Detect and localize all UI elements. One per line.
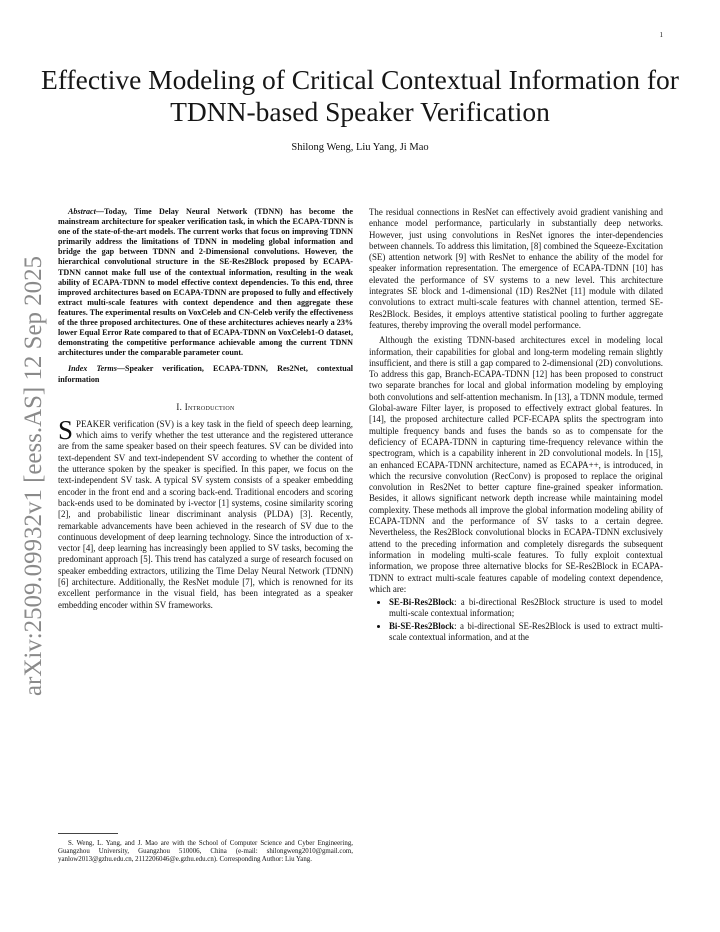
intro-paragraph-1-text: verification (SV) is a key task in the field of speech deep learning, which aims to verify whether the test utterance and the registered utterance are from the same speaker based on their speech features. SV can be divided into text-dependent SV and text-independent SV according to whether the content of the utterance spoken by the speaker is specified. In this paper, we focus on the text-independent SV task. A typical SV system consists of a speaker embedding encoder in the front end and a scoring back-end. Traditional encoders and scoring back-ends used to be dominated by i-vector [1] systems, cosine similarity scoring [2], and probabilistic linear discriminant analysis (PLDA) [3]. Recently, remarkable advancements have been achieved in the research of SV due to the continuous development of deep learning technology. Since the introduction of x-vector [4], deep learning has increasingly been applied to SV tasks, becoming the predominant approach [5]. This trend has catalyzed a surge of research focused on speaker embedding extractors, utilizing the Time Delay Neural Network (TDNN) [6] architecture. Additionally, the ResNet module [7], which is renowned for its excellent performance in the visual field, has been integrated as a speaker embedding encoder within SV frameworks. — [58, 418, 353, 610]
list-item-term: Bi-SE-Res2Block — [389, 620, 455, 631]
index-terms — [58, 364, 353, 384]
abstract — [58, 207, 353, 358]
page-number: 1 — [659, 31, 663, 39]
intro-paragraph-2: Although the existing TDNN-based architectures excel in modeling local information, their capabilities for global and long-term modeling remain slightly insufficient, and there is still a gap compared to 2-dimensional (2D) convolutions. To address this gap, Branch-ECAPA-TDNN [12] has been proposed to construct two separate branches for local and global information modeling by employing both convolutions and self-attention mechanism. In [13], a TDNN module, termed Global-aware Filter layer, is proposed to effectively extract global features. In [14], the proposed architecture called PCF-ECAPA splits the spectrogram into multiple frequency bands and fuses the bands so as to compensate for the deficiency of ECAPA-TDNN in capturing time-frequency relevance within the spectrogram, which is a capability inherent in 2D convolutional models. In [15], an enhanced ECAPA-TDNN architecture, named as ECAPA++, is introduced, in which the recursive convolution (RecConv) is proposed to replace the original convolution in Res2Net to better capture fine-grained speaker information. Besides, it allows significant network depth increase while maintaining model complexity. These methods all improve the global information modeling ability of ECAPA-TDNN and the performance of SV tasks to a certain degree. Nevertheless, the Res2Block convolutional blocks in ECAPA-TDNN exclusively attend to the preceding information and completely disregards the subsequent information in modeling multi-scale features. To fully exploit contextual information, we propose three alternative blocks for SE-Res2Block in ECAPA-TDNN to extract multi-scale features capable of modeling context dependence, which are: — [369, 335, 663, 594]
list-item — [389, 621, 663, 644]
section-heading — [58, 402, 353, 413]
intro-paragraph-1 — [58, 414, 353, 611]
abstract-text: Today, Time Delay Neural Network (TDNN) has become the mainstream architecture for speaker verification task, in which the ECAPA-TDNN is one of the state-of-the-art models. The current works that focus on improving TDNN primarily address the limitations of TDNN in modeling global information and bridge the gap between TDNN and 2-Dimensional convolutions. However, the hierarchical convolutional structure in the SE-Res2Block proposed by ECAPA-TDNN cannot make full use of the contextual information, resulting in the weak ability of ECAPA-TDNN to model effective context dependencies. To this end, three improved architectures based on ECAPA-TDNN are proposed to fully and effectively extract multi-scale features with context dependence and then aggregate these features. The experimental results on VoxCeleb and CN-Celeb verify the effectiveness of the three proposed architectures. One of these architectures achieves nearly a 23% lower Equal Error Rate compared to that of ECAPA-TDNN on VoxCeleb1-O dataset, demonstrating the competitive performance achievable among the current TDNN architectures under the comparable parameter count. — [58, 207, 353, 358]
abstract-label: Abstract— — [68, 207, 104, 216]
footnote-rule — [58, 833, 118, 834]
contribution-list — [369, 597, 663, 643]
intro-paragraph-1-continued: The residual connections in ResNet can effectively avoid gradient vanishing and enhance model performance, particularly in substantially deep networks. However, just using convolutions in ResNet ignores the inter-dependencies between channels. To address this limitation, [8] combined the Squeeze-Excitation (SE) attention network [9] with ResNet to enhance the ability of the model for speaker information representation. The emergence of ECAPA-TDNN [10] has elevated the performance of SV systems to a new level. This architecture integrates SE block and 1-dimensional (1D) Res2Net [11] module with dilated convolutions to extract multi-scale features with channel attention, termed SE-Res2Block. Besides, it employs attentive statistical pooling to further aggregate features, thereby improving the overall model performance. — [369, 207, 663, 330]
left-column — [58, 207, 353, 611]
paper-title: Effective Modeling of Critical Contextual Information for TDNN-based Speaker Verification — [41, 64, 679, 127]
list-item — [389, 597, 663, 620]
author-list: Shilong Weng, Liu Yang, Ji Mao — [291, 142, 429, 153]
drop-cap: S — [58, 414, 74, 445]
section-heading-text: I. Introduction — [176, 401, 235, 412]
intro-first-word: PEAKER — [76, 418, 111, 429]
list-item-term: SE-Bi-Res2Block — [389, 597, 455, 608]
list-item-text: : a bi-directional Res2Block structure is used to model multi-scale contextual information; — [389, 597, 663, 619]
footnote: S. Weng, L. Yang, and J. Mao are with the School of Computer Science and Cyber Engineering, Guangzhou University, Guangzhou 510006, China (e-mail: shilongweng2010@gmail.com, yanlow2013@gzhu.edu.cn, 2112206046@e.gzhu.edu.cn). Corresponding Author: Liu Yang. — [58, 840, 353, 864]
index-terms-label: Index Terms— — [68, 364, 125, 374]
right-column — [369, 207, 663, 644]
arxiv-stamp-text: arXiv:2509.09932v1 [eess.AS] 12 Sep 2025 — [18, 254, 47, 696]
list-item-text: : a bi-directional SE-Res2Block is used to extract multi-scale contextual information, and at the — [389, 620, 663, 642]
index-terms-text: Speaker verification, ECAPA-TDNN, Res2Net, contextual information — [58, 364, 353, 384]
arxiv-stamp — [13, 254, 51, 698]
